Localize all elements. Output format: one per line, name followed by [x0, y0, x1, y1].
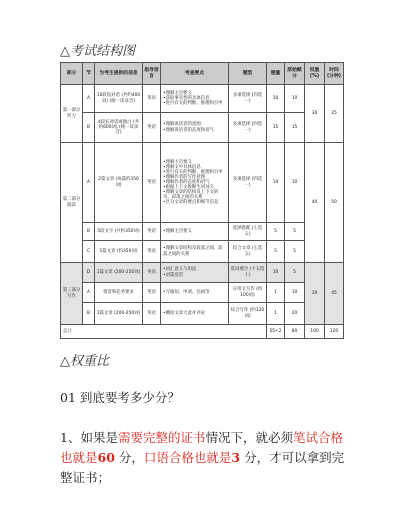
section-cell: A	[83, 85, 95, 113]
language-cell: 英语	[143, 113, 161, 143]
point-item: •理解文章的结构及上下文的句、段落之间的关系	[163, 190, 219, 201]
score-cell: 5	[285, 241, 305, 263]
text-span: 分，才可以拿到完整证书；	[60, 450, 345, 485]
type-cell: 综合文章 (七选五)	[229, 241, 267, 263]
weight-cell: 30	[305, 85, 325, 143]
qty-cell: 10	[267, 143, 285, 223]
time-cell: 45	[325, 263, 344, 325]
score-cell: 5	[285, 263, 305, 283]
point-item: •进行有关的判断、推理和引申	[163, 169, 223, 175]
language-cell: 英语	[143, 263, 161, 283]
point-item: •理解文章结构及段落之间、段落之间的关系	[163, 246, 223, 257]
type-cell: 应用文写作 (约100词)	[229, 283, 267, 303]
info-cell: 1篇文章 (200-250词)	[95, 263, 143, 283]
highlight-text: 需要完整的证书	[117, 430, 206, 445]
points-cell	[161, 283, 229, 303]
score-cell: 10	[285, 85, 305, 113]
point-item: •理解作者的写作意图	[163, 174, 206, 180]
question-heading: 01 到底要考多少分？	[60, 390, 180, 405]
type-cell: 多项选择 (四选一)	[229, 85, 267, 113]
point-item: •词汇意义与用法	[163, 267, 197, 273]
section-cell: B	[83, 223, 95, 241]
section-title-weight: △权重比	[60, 354, 109, 369]
highlight-text: 笔试合格也就是	[60, 430, 343, 465]
header-cell: 节	[83, 63, 95, 85]
header-cell: 题型	[229, 63, 267, 85]
point-item: •进行有关的判断、推理和引申	[163, 101, 223, 107]
point-item: •获取事实性的具体信息	[163, 95, 210, 101]
section-cell: C	[83, 241, 95, 263]
score-cell: 5	[285, 223, 305, 241]
language-cell: 英语	[143, 241, 161, 263]
header-cell: 考查要点	[161, 63, 229, 85]
table-row	[61, 263, 344, 283]
point-item: •语篇连贯	[163, 272, 184, 278]
header-cell: 为考生提供的信息	[95, 63, 143, 85]
qty-cell: 15	[267, 113, 285, 143]
paragraph	[60, 428, 350, 488]
weight-cell: 40	[305, 143, 325, 263]
header-cell: 部分	[61, 63, 83, 85]
part-cell: 第三部分 写作	[61, 263, 83, 325]
point-item: •理解文中具体信息	[163, 164, 201, 170]
part-cell: 第一部分 听力	[61, 85, 83, 143]
qty-cell: 1	[267, 283, 285, 303]
point-item: •区分文章的要点和细节信息	[163, 200, 219, 206]
point-item: •根据上下文推断生词词义	[163, 185, 214, 191]
text-span: 1、如果是	[60, 430, 118, 445]
section-cell: D	[83, 263, 95, 283]
total-time: 120	[325, 325, 344, 339]
type-cell: 多项选择 (四选一)	[229, 143, 267, 223]
point-item: •理解说话者的态度和语气	[163, 127, 214, 133]
point-item: •理解说话者的意图	[163, 122, 201, 128]
weight-cell: 30	[305, 263, 325, 325]
qty-cell: 10	[267, 263, 285, 283]
table-row	[61, 113, 344, 143]
info-cell: 4段长对话或独白 (共约600词) (统一读录音)	[95, 113, 143, 143]
highlight-text: 口语合格也就是	[143, 450, 232, 465]
points-cell	[161, 303, 229, 325]
header-cell: 时间(分钟)	[325, 63, 344, 85]
points-cell	[161, 223, 229, 241]
score-cell: 20	[285, 303, 305, 325]
points-cell	[161, 263, 229, 283]
type-cell: 多项选择 (四选一)	[229, 113, 267, 143]
table-row	[61, 143, 344, 223]
section-cell: B	[83, 113, 95, 143]
points-cell	[161, 241, 229, 263]
time-cell: 25	[325, 85, 344, 143]
points-cell	[161, 113, 229, 143]
table-header-row	[61, 63, 344, 85]
point-item: •理解作者的态度和语气	[163, 179, 210, 185]
type-cell: 选词填空 (十五选十)	[229, 263, 267, 283]
table-row	[61, 85, 344, 113]
table-row	[61, 241, 344, 263]
total-score: 80	[285, 325, 305, 339]
score-cell: 15	[285, 113, 305, 143]
qty-cell: 5	[267, 223, 285, 241]
language-cell: 英语	[143, 143, 161, 223]
info-cell: 5段文字 (共约350词)	[95, 223, 143, 241]
table-row	[61, 303, 344, 325]
points-cell	[161, 143, 229, 223]
qty-cell: 1	[267, 303, 285, 325]
language-cell: 英语	[143, 223, 161, 241]
language-cell: 英语	[143, 283, 161, 303]
points-cell	[161, 85, 229, 113]
header-cell: 权重(%)	[305, 63, 325, 85]
exam-structure-table	[60, 62, 343, 338]
total-row	[61, 325, 344, 339]
point-item: •概括文章大意并评论	[163, 310, 206, 316]
section-cell: A	[83, 283, 95, 303]
highlight-number: 60	[97, 450, 115, 465]
text-span: 情况下，就必须	[205, 430, 293, 445]
language-cell: 英语	[143, 303, 161, 325]
qty-cell: 10	[267, 85, 285, 113]
info-cell: 情景和任务要求	[95, 283, 143, 303]
total-qty: 55+2	[267, 325, 285, 339]
point-item: •理解主旨要义	[163, 90, 192, 96]
text-span: 分，	[114, 450, 144, 465]
type-cell: 综合写作 (约120词)	[229, 303, 267, 325]
section-cell: B	[83, 303, 95, 325]
language-cell: 英语	[143, 85, 161, 113]
info-cell: 2篇文章 (每篇约350词)	[95, 143, 143, 223]
qty-cell: 5	[267, 241, 285, 263]
point-item: •理解主旨要义	[163, 159, 192, 165]
point-item: •写通知、申请、信函等	[163, 289, 210, 295]
section-cell: A	[83, 143, 95, 223]
header-cell: 原始赋分	[285, 63, 305, 85]
score-cell: 10	[285, 283, 305, 303]
info-cell: 1篇文章 (约350词)	[95, 241, 143, 263]
point-item: •理解主旨要义	[163, 228, 192, 234]
header-cell: 指导语言	[143, 63, 161, 85]
highlight-number: 3	[231, 450, 241, 465]
section-title-structure: △考试结构图	[60, 44, 135, 59]
total-weight: 100	[305, 325, 325, 339]
info-cell: 10段短对话 (共约400词) (统一读录音)	[95, 85, 143, 113]
table-row	[61, 283, 344, 303]
total-label: 总计	[61, 325, 267, 339]
header-cell: 题量	[267, 63, 285, 85]
time-cell: 50	[325, 143, 344, 263]
part-cell: 第二部分 阅读	[61, 143, 83, 263]
score-cell: 10	[285, 143, 305, 223]
table-row	[61, 223, 344, 241]
type-cell: 选择搭配 (七选五)	[229, 223, 267, 241]
info-cell: 1篇文章 (200-250词)	[95, 303, 143, 325]
